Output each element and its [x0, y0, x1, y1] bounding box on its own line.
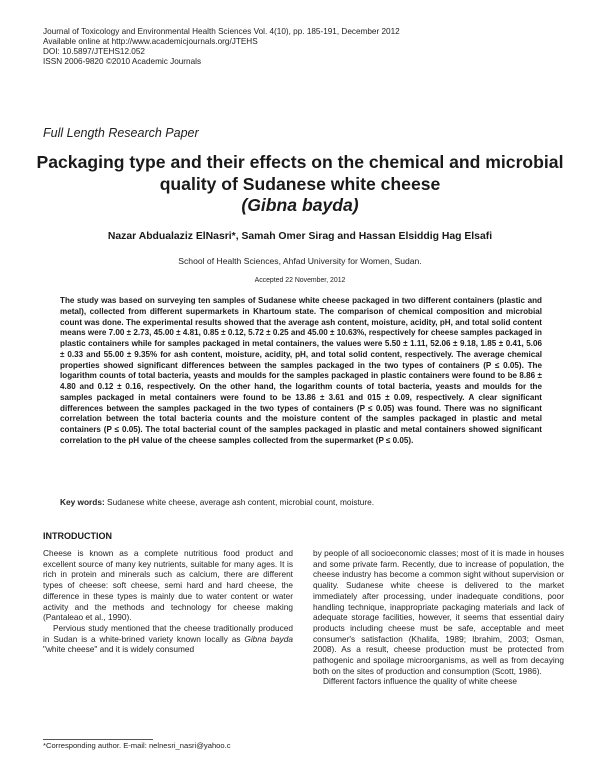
journal-header: [43, 27, 563, 67]
intro-paragraph-2-italic: Gibna bayda: [244, 633, 293, 644]
body-column-left: [43, 548, 293, 655]
paper-title-main: Packaging type and their effects on the chemical and microbial quality of Sudanese white cheese: [36, 152, 564, 194]
accepted-date: Accepted 22 November, 2012: [254, 277, 346, 284]
journal-issn: ISSN 2006-9820 ©2010 Academic Journals: [43, 57, 202, 66]
intro-paragraph-2-start: Pervious study mentioned that the cheese traditionally produced in Sudan is a white-brined variety known locally as: [43, 622, 293, 644]
intro-paragraph-3: by people of all socioeconomic classes; most of it is made in houses and some private farm. Recently, due to increase of population, the cheese industry has become a common sight without supervision or quality. Sudanese white cheese is delivered to the market immediately after processing, under inadequate conditions, poor handling technique, inappropriate packaging materials and lack of adequate storage facilities, however, it seems that essential dairy products including cheese must be safe, acceptable and meet consumer's satisfaction (Khalifa, 1989; Ibrahim, 2003; Osman, 2008). As a result, cheese production must be protected from pathogenic and spoilage microorganisms, as well as from decaying both on the sites of production and consumption (Scott, 1986).: [313, 548, 564, 676]
footnote-divider: [43, 739, 153, 740]
keywords-label: Key words:: [60, 497, 105, 507]
body-column-right: [313, 548, 564, 687]
paper-title-italic: (Gibna bayda): [241, 195, 359, 215]
affiliation: School of Health Sciences, Ahfad University for Women, Sudan.: [178, 256, 422, 266]
section-heading-introduction: INTRODUCTION: [43, 531, 112, 541]
journal-doi: DOI: 10.5897/JTEHS12.052: [43, 47, 145, 56]
keywords-text: Sudanese white cheese, average ash content, microbial count, moisture.: [107, 497, 375, 507]
journal-url: Available online at http://www.academicjournals.org/JTEHS: [43, 37, 258, 46]
intro-paragraph-4: Different factors influence the quality of white cheese: [323, 676, 518, 687]
abstract: The study was based on surveying ten samples of Sudanese white cheese packaged in two different containers (plastic and metal), collected from different supermarkets in Khartoum state. The comparison of chemical composition and microbial count was done. The experimental results showed that the average ash content, moisture, acidity, pH, and total solid content means were 7.00 ± 2.73, 45.00 ± 4.81, 0.85 ± 0.12, 5.72 ± 0.25 and 45.00 ± 10.63%, respectively for cheese samples packaged in plastic containers while for samples packaged in metal containers, the values were 5.50 ± 1.11, 52.06 ± 9.18, 1.85 ± 0.41, 5.06 ± 0.33 and 55.00 ± 9.35% for ash content, moisture, acidity, pH, and total solid content, respectively. The average chemical properties showed significant differences between the samples packaged in the two types of containers (P ≤ 0.05). The logarithm counts of total bacteria, yeasts and moulds for the samples packaged in plastic containers were found to be 8.86 ± 4.80 and 0.12 ± 0.16, respectively. On the other hand, the logarithm counts of total bacteria, yeasts and moulds for the samples packaged in metal containers were found to be 13.86 ± 3.61 and 015 ± 0.09, respectively. A clear significant differences between the samples packaged in the two types of containers (P ≤ 0.05) was found. There was no significant correlation between the total bacteria counts and the moisture content of the samples packaged in plastic and metal containers (P ≤ 0.05). The total bacterial count of the samples packaged in plastic and metal containers showed significant correlation to the pH value of the cheese samples collected from the supermarket (P ≤ 0.05).: [60, 296, 542, 445]
footnote-corresponding-author: *Corresponding author. E-mail: nelnesri_nasri@yahoo.c: [43, 741, 231, 750]
intro-paragraph-2: [43, 623, 293, 655]
keywords: [60, 497, 542, 507]
authors: Nazar Abdualaziz ElNasri*, Samah Omer Sirag and Hassan Elsiddig Hag Elsafi: [107, 231, 493, 242]
intro-paragraph-1: Cheese is known as a complete nutritious food product and excellent source of many key nutrients, suitable for many ages. It is rich in protein and minerals such as calcium, there are different types of cheese: soft cheese, semi hard and hard cheese, the difference in these types is mainly due to water content or water activity and the methods and technology for cheese making (Pantaleao et al., 1990).: [43, 548, 293, 623]
paper-type: Full Length Research Paper: [43, 126, 199, 140]
paper-title: [30, 152, 570, 217]
intro-paragraph-2-end: "white cheese" and it is widely consumed: [43, 644, 195, 655]
journal-citation: Journal of Toxicology and Environmental Health Sciences Vol. 4(10), pp. 185-191, December 2012: [43, 27, 400, 36]
